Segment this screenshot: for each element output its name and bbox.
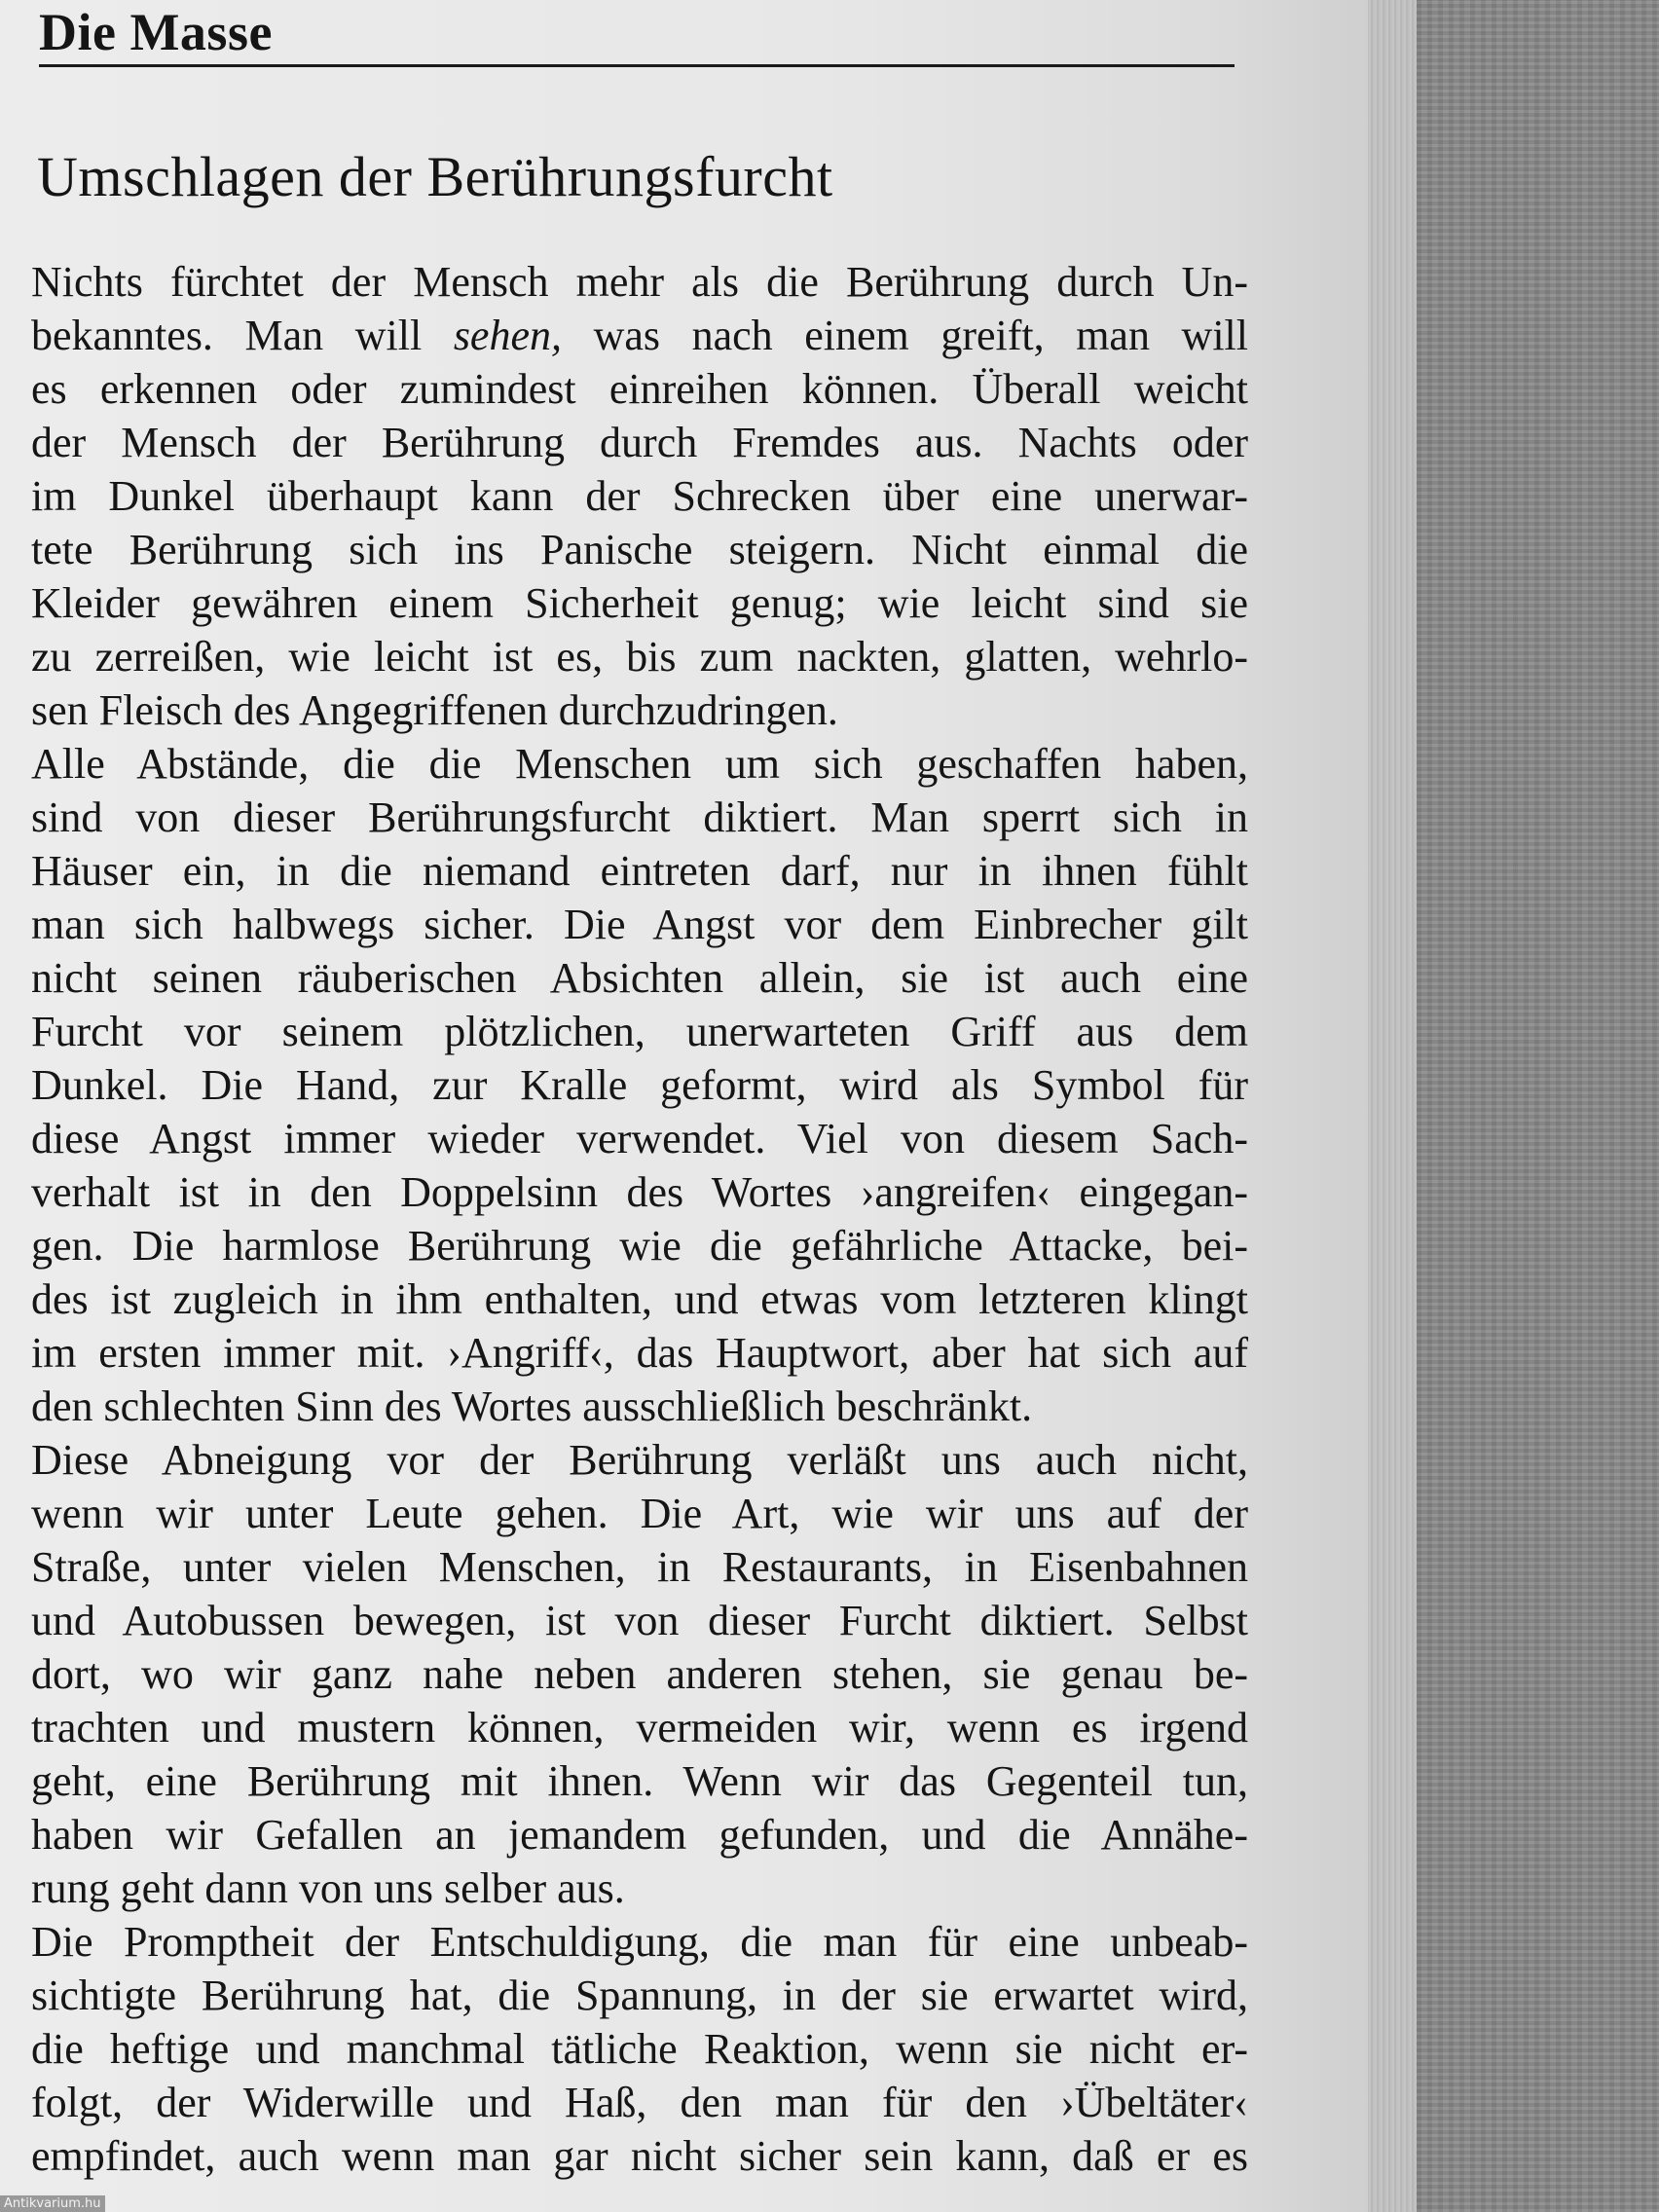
text-line: sen Fleisch des Angegriffenen durchzudringen. [31,686,838,734]
body-text [31,255,1248,2183]
text-line: diese Angst immer wieder verwendet. Viel von diesem Sach- [31,1115,1248,1162]
text-line: man sich halbwegs sicher. Die Angst vor dem Einbrecher gilt [31,901,1248,948]
watermark: Antikvarium.hu [0,2195,105,2212]
text-segment: bekanntes. Man will [31,312,454,359]
text-line: es erkennen oder zumindest einreihen können. Überall weicht [31,365,1248,413]
text-line: empfindet, auch wenn man gar nicht sicher sein kann, daß er es [31,2132,1248,2180]
emphasized-word: sehen, [453,312,562,359]
text-line: im ersten immer mit. ›Angriff‹, das Hauptwort, aber hat sich auf [31,1329,1248,1377]
text-line: Alle Abstände, die die Menschen um sich geschaffen haben, [31,740,1248,788]
text-line: gen. Die harmlose Berührung wie die gefährliche Attacke, bei- [31,1222,1248,1270]
section-title: Umschlagen der Berührungsfurcht [37,145,833,208]
text-line: dort, wo wir ganz nahe neben anderen stehen, sie genau be- [31,1650,1248,1698]
text-line: haben wir Gefallen an jemandem gefunden, und die Annähe- [31,1811,1248,1859]
text-line: verhalt ist in den Doppelsinn des Wortes ›angreifen‹ eingegan- [31,1168,1248,1216]
text-line: rung geht dann von uns selber aus. [31,1864,625,1912]
page-edges [1368,0,1417,2212]
text-line: den schlechten Sinn des Wortes ausschließlich beschränkt. [31,1382,1033,1430]
text-line: Häuser ein, in die niemand eintreten darf, nur in ihnen fühlt [31,847,1248,895]
running-head: Die Masse [39,3,273,61]
text-line: der Mensch der Berührung durch Fremdes aus. Nachts oder [31,419,1248,466]
text-line: folgt, der Widerwille und Haß, den man für den ›Übeltäter‹ [31,2079,1248,2126]
text-line: nicht seinen räuberischen Absichten allein, sie ist auch eine [31,954,1248,1002]
text-line: Nichts fürchtet der Mensch mehr als die Berührung durch Un- [31,258,1248,306]
text-line: und Autobussen bewegen, ist von dieser Furcht diktiert. Selbst [31,1597,1248,1644]
text-line: Die Promptheit der Entschuldigung, die man für eine unbeab- [31,1918,1248,1966]
text-line [31,309,1248,362]
text-line: Furcht vor seinem plötzlichen, unerwarteten Griff aus dem [31,1008,1248,1055]
text-line: Diese Abneigung vor der Berührung verläßt uns auch nicht, [31,1436,1248,1484]
text-line: im Dunkel überhaupt kann der Schrecken über eine unerwar- [31,472,1248,520]
text-line: Straße, unter vielen Menschen, in Restaurants, in Eisenbahnen [31,1543,1248,1591]
text-segment: was nach einem greift, man will [562,312,1249,359]
header-rule [39,64,1235,67]
text-line: zu zerreißen, wie leicht ist es, bis zum nackten, glatten, wehrlo- [31,633,1248,681]
text-line: trachten und mustern können, vermeiden wir, wenn es irgend [31,1704,1248,1751]
text-line: sind von dieser Berührungsfurcht diktiert. Man sperrt sich in [31,793,1248,841]
text-line: wenn wir unter Leute gehen. Die Art, wie wir uns auf der [31,1490,1248,1537]
text-line: Dunkel. Die Hand, zur Kralle geformt, wird als Symbol für [31,1061,1248,1109]
text-line: sichtigte Berührung hat, die Spannung, in der sie erwartet wird, [31,1972,1248,2019]
text-line: des ist zugleich in ihm enthalten, und etwas vom letzteren klingt [31,1275,1248,1323]
text-line: die heftige und manchmal tätliche Reaktion, wenn sie nicht er- [31,2025,1248,2073]
text-line: geht, eine Berührung mit ihnen. Wenn wir das Gegenteil tun, [31,1757,1248,1805]
text-line: tete Berührung sich ins Panische steigern. Nicht einmal die [31,526,1248,573]
background-surface [1417,0,1659,2212]
text-line: Kleider gewähren einem Sicherheit genug; wie leicht sind sie [31,579,1248,627]
